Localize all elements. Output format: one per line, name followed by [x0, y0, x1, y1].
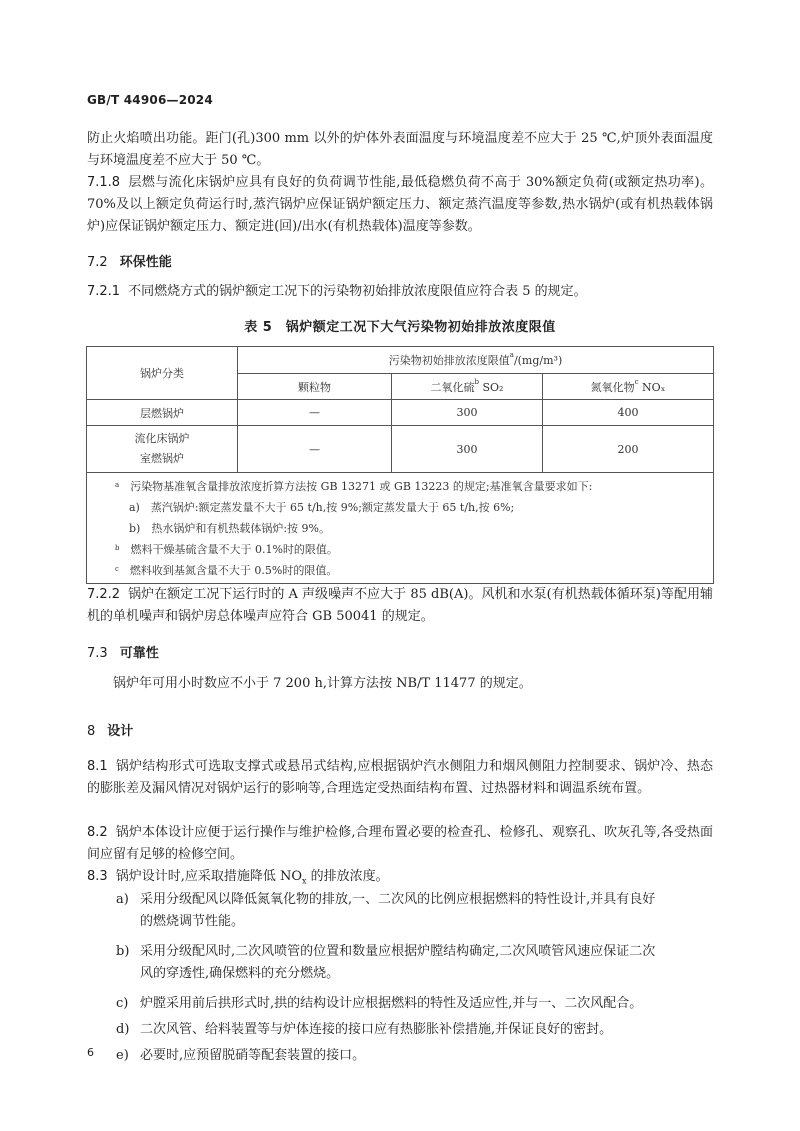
section-title: 环保性能 [119, 255, 172, 270]
list-item: e) 必要时,应预留脱硝等配套装置的接口。 [116, 1048, 366, 1063]
design-measures-list [116, 889, 713, 1067]
clause-7-2-2 [87, 584, 713, 628]
header-boiler-category: 锅炉分类 [87, 347, 238, 400]
clause-text: 锅炉结构形式可选取支撑式或悬吊式结构,应根据锅炉汽水侧阻力和烟风侧阻力控制要求、锅炉冷、热态的膨胀差及漏风情况对锅炉运行的影响等,合理选定受热面结构布置、过热器材料和调温系统布置。 [87, 759, 713, 796]
page-number: 6 [87, 1046, 94, 1059]
footnote-c: $^c$ 燃料收到基氮含量不大于 0.5%时的限值。 [115, 564, 338, 577]
footnote-a-item: b) 热水锅炉和有机热载体锅炉:按 9%。 [129, 522, 330, 535]
footnote-a: $^a$ 污染物基准氧含量排放浓度折算方法按 GB 13271 或 GB 13223 的规定;基准氧含量要求如下: [115, 480, 593, 493]
clause-7-2-1 [87, 281, 713, 303]
section-number: 7.2 [87, 255, 108, 270]
list-item: a) 采用分级配风以降低氮氧化物的排放,一、二次风的比例应根据燃料的特性设计,并具有良好 [116, 892, 656, 907]
paragraph-reliability: 锅炉年可用小时数应不小于 7 200 h,计算方法按 NB/T 11477 的规定。 [113, 676, 532, 691]
document-number: GB/T 44906—2024 [87, 93, 213, 107]
clause-text: 层燃与流化床锅炉应具有良好的负荷调节性能,最低稳燃负荷不高于 30%额定负荷(或额定热功率)。70%及以上额定负荷运行时,蒸汽锅炉应保证锅炉额定压力、额定蒸汽温度等参数,热水锅炉(或有机热载体锅炉)应保证锅炉额定压力、额定进(回)/出水(有机热载体)温度等参数。 [87, 175, 713, 234]
cell-particulate: — [238, 400, 392, 426]
clause-text: 锅炉在额定工况下运行时的 A 声级噪声不应大于 85 dB(A)。风机和水泵(有机热载体循环泵)等配用辅机的单机噪声和锅炉房总体噪声应符合 GB 50041 的规定。 [87, 587, 713, 624]
header-emission-limits: 污染物初始排放浓度限值$^a$/(mg/m³) [238, 347, 714, 374]
list-item: c) 炉膛采用前后拱形式时,拱的结构设计应根据燃料的特性及适应性,并与一、二次风配合。 [116, 996, 643, 1011]
clause-number: 7.1.8 [87, 175, 121, 190]
cell-category: 层燃锅炉 [87, 400, 238, 426]
clause-text: 不同燃烧方式的锅炉额定工况下的污染物初始排放浓度限值应符合表 5 的规定。 [128, 284, 587, 299]
table-caption: 表 5 锅炉额定工况下大气污染物初始排放浓度限值 [244, 320, 556, 335]
footnote-a-item: a) 蒸汽锅炉:额定蒸发量不大于 65 t/h,按 9%;额定蒸发量大于 65 t/h,按 6%; [129, 501, 515, 514]
section-number: 8 [87, 724, 96, 739]
section-title: 可靠性 [119, 646, 159, 661]
table-footnotes [87, 473, 714, 584]
clause-number: 8.2 [87, 825, 108, 840]
clause-7-1-8 [87, 172, 713, 238]
clause-number: 7.2.2 [87, 587, 121, 602]
header-particulate: 颗粒物 [238, 374, 392, 400]
section-heading-8 [87, 720, 133, 739]
cell-particulate: — [238, 426, 392, 473]
table-row [87, 426, 714, 473]
cell-category: 流化床锅炉 室燃锅炉 [87, 426, 238, 473]
table-row [87, 400, 714, 426]
cell-nox: 400 [543, 400, 714, 426]
cell-so2: 300 [392, 426, 543, 473]
cell-nox: 200 [543, 426, 714, 473]
clause-8-3: 8.3 锅炉设计时,应采取措施降低 $NO_x$ 的排放浓度。 [87, 869, 389, 886]
paragraph-continuation: 防止火焰喷出功能。距门(孔)300 mm 以外的炉体外表面温度与环境温度差不应大于 25 ℃,炉顶外表面温度与环境温度差不应大于 50 ℃。 [87, 131, 713, 168]
emission-limits-table [86, 346, 714, 584]
header-so2: 二氧化硫$^b$ SO₂ [392, 374, 543, 400]
clause-number: 8.1 [87, 759, 108, 774]
section-title: 设计 [107, 724, 134, 739]
list-item: d) 二次风管、给料装置等与炉体连接的接口应有热膨胀补偿措施,并保证良好的密封。 [116, 1022, 613, 1037]
clause-text: 锅炉本体设计应便于运行操作与维护检修,合理布置必要的检查孔、检修孔、观察孔、吹灰孔等,各受热面间应留有足够的检修空间。 [87, 825, 713, 862]
clause-8-2 [87, 822, 713, 866]
clause-number: 7.2.1 [87, 284, 121, 299]
header-nox: 氮氧化物$^c$ NOₓ [543, 374, 714, 400]
clause-8-1 [87, 756, 713, 800]
section-number: 7.3 [87, 646, 108, 661]
section-heading-7-2 [87, 251, 172, 270]
list-item-continuation: 的燃烧调节性能。 [140, 914, 245, 929]
cell-so2: 300 [392, 400, 543, 426]
list-item: b) 采用分级配风时,二次风喷管的位置和数量应根据炉膛结构确定,二次风喷管风速应保证二次 [116, 944, 656, 959]
section-heading-7-3 [87, 642, 159, 661]
footnote-b: $^b$ 燃料干燥基硫含量不大于 0.1%时的限值。 [115, 543, 338, 556]
clause-number: 8.3 [87, 869, 108, 884]
list-item-continuation: 风的穿透性,确保燃料的充分燃烧。 [140, 966, 340, 981]
